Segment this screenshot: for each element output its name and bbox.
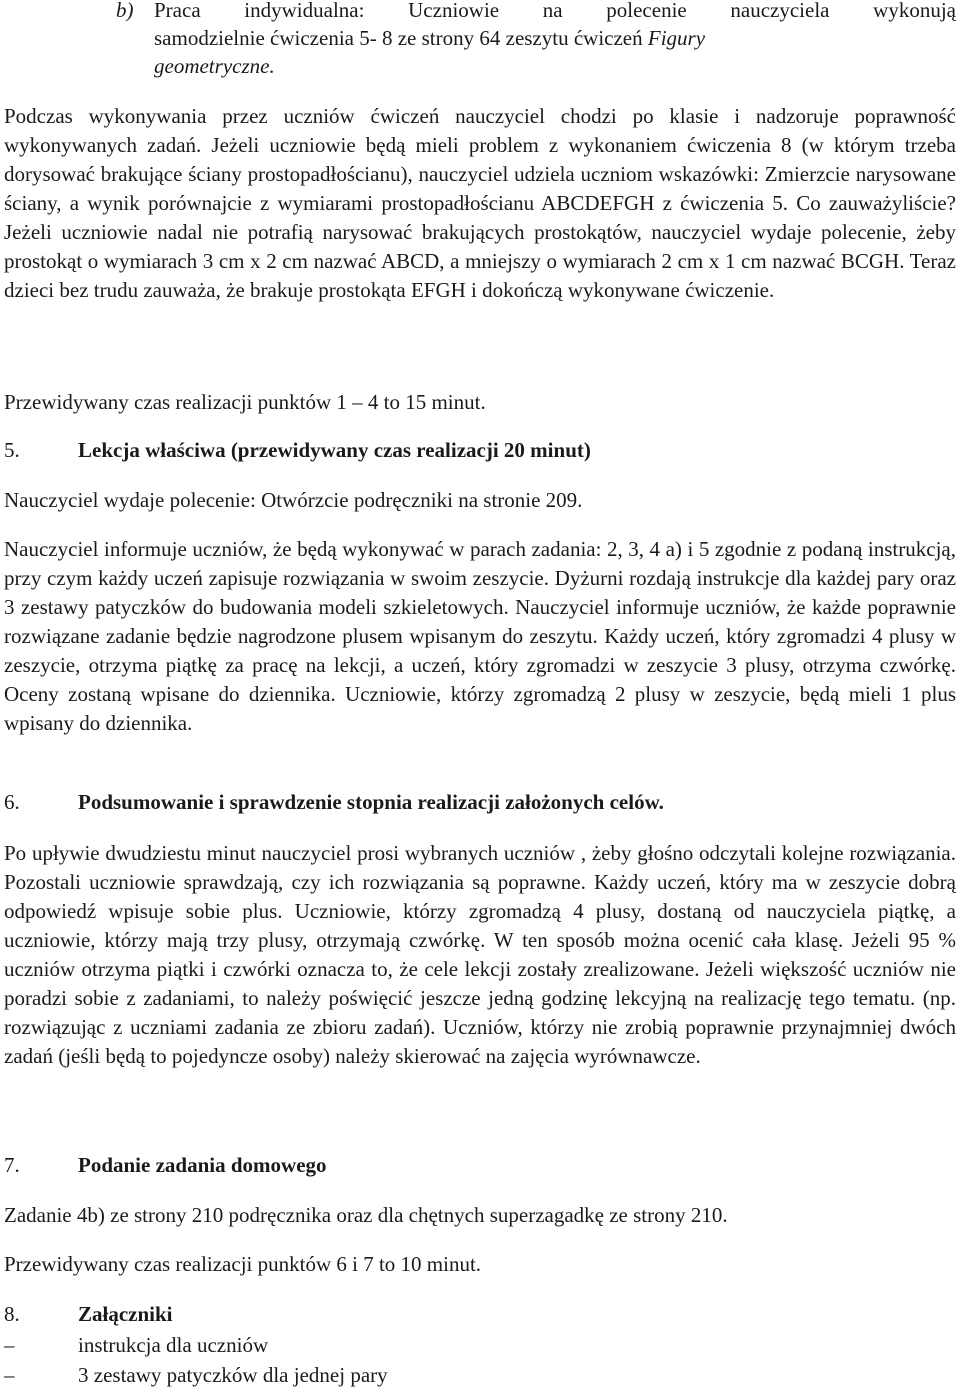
section-number: 6. (4, 790, 20, 814)
item-b-line3-italic: geometryczne. (154, 54, 275, 78)
attachment-text: 3 zestawy patyczków dla jednej pary (78, 1363, 388, 1387)
paragraph-time-6-7 (4, 1250, 956, 1279)
section-title: Podanie zadania domowego (78, 1153, 327, 1177)
dash-bullet: – (4, 1333, 15, 1357)
item-b-line3 (154, 52, 956, 80)
paragraph-supervision (4, 102, 956, 305)
item-b-line1: Praca indywidualna: Uczniowie na polecenie nauczyciela wykonują (154, 0, 956, 22)
paragraph-pairs-text: Nauczyciel informuje uczniów, że będą wykonywać w parach zadania: 2, 3, 4 a) i 5 zgodnie z podaną instrukcją, przy czym każdy uczeń zapisuje rozwiązania w swoim zeszycie. Dyżurni rozdają instrukcje dla każdej pary oraz 3 zestawy patyczków do budowania modeli szkieletowych. Nauczyciel informuje uczniów, że każde poprawnie rozwiązane zadanie będzie nagrodzone plusem wpisanym do zeszytu. Każdy uczeń, który zgromadzi 4 plusy w zeszycie, otrzyma piątkę za pracę na lekcji, a uczeń, który zgromadzi w zeszycie 3 plusy, otrzyma czwórkę. Oceny zostaną wpisane do dziennika. Uczniowie, którzy zgromadzą 2 plusy w zeszycie, będą mieli 1 plus wpisany do dziennika. (4, 537, 956, 735)
paragraph-homework (4, 1201, 956, 1230)
dash-bullet: – (4, 1363, 15, 1387)
section-number: 8. (4, 1302, 20, 1326)
section-number: 7. (4, 1153, 20, 1177)
paragraph-supervision-text: Podczas wykonywania przez uczniów ćwiczeń nauczyciel chodzi po klasie i nadzoruje poprawność wykonywanych zadań. Jeżeli uczniowie będą mieli problem z wykonaniem ćwiczenia 8 (w którym trzeba dorysować brakujące ściany prostopadłościanu), nauczyciel udziela uczniom wskazówki: Zmierzcie narysowane ściany, a wynik porównajcie z wymiarami prostopadłościanu ABCDEFGH z ćwiczenia 5. Co zauważyliście? Jeżeli uczniowie nadal nie potrafią narysować brakujących prostokątów, nauczyciel wydaje polecenie, żeby prostokąt o wymiarach 3 cm x 2 cm nazwać ABCD, a mniejszy o wymiarach 2 cm x 1 cm nazwać BCGH. Teraz dzieci bez trudu zauważa, że brakuje prostokąta EFGH i dokończą wykonywane ćwiczenie. (4, 104, 956, 302)
paragraph-summary (4, 839, 956, 1071)
paragraph-textbook (4, 486, 956, 515)
item-b-line2-italic: Figury (647, 26, 706, 50)
item-b-line2-text: samodzielnie ćwiczenia 5- 8 ze strony 64 zeszytu ćwiczeń (154, 26, 648, 50)
paragraph-summary-text: Po upływie dwudziestu minut nauczyciel prosi wybranych uczniów , żeby głośno odczytali kolejne rozwiązania. Pozostali uczniowie sprawdzają, czy ich rozwiązania są poprawne. Każdy uczeń, który ma w zeszycie dobrą odpowiedź wpisuje sobie plus. Uczniowie, którzy zgromadzą 4 plusy, dostaną od nauczyciela piątkę, a uczniowie, którzy mają trzy plusy, otrzymają czwórkę. W ten sposób można ocenić cała klasę. Jeżeli 95 % uczniów otrzyma piątki i czwórki oznacza to, że cele lekcji zostały zrealizowane. Jeżeli większość uczniów nie poradzi sobie z zadaniami, to należy poświęcić jeszcze jedną godzinę lekcyjną na realizację tego tematu. (np. rozwiązując z uczniami zadania ze zbioru zadań). Uczniów, którzy nie zrobią poprawnie przynajmniej dwóch zadań (jeśli będą to pojedyncze osoby) należy skierować na zajęcia wyrównawcze. (4, 841, 956, 1068)
item-b-line2 (154, 24, 956, 52)
section-title: Lekcja właściwa (przewidywany czas realizacji 20 minut) (78, 438, 591, 462)
item-label: b) (116, 0, 134, 22)
paragraph-time-1-4 (4, 388, 956, 417)
paragraph-pairs (4, 535, 956, 738)
section-number: 5. (4, 438, 20, 462)
item-b-body (154, 0, 956, 80)
paragraph-homework-text: Zadanie 4b) ze strony 210 podręcznika oraz dla chętnych superzagadkę ze strony 210. (4, 1203, 728, 1227)
section-title: Podsumowanie i sprawdzenie stopnia realizacji założonych celów. (78, 790, 664, 814)
paragraph-textbook-text: Nauczyciel wydaje polecenie: Otwórzcie podręczniki na stronie 209. (4, 488, 583, 512)
paragraph-time-6-7-text: Przewidywany czas realizacji punktów 6 i 7 to 10 minut. (4, 1252, 482, 1276)
section-title: Załączniki (78, 1302, 173, 1326)
attachment-text: instrukcja dla uczniów (78, 1333, 269, 1357)
paragraph-time-1-4-text: Przewidywany czas realizacji punktów 1 – 4 to 15 minut. (4, 390, 486, 414)
